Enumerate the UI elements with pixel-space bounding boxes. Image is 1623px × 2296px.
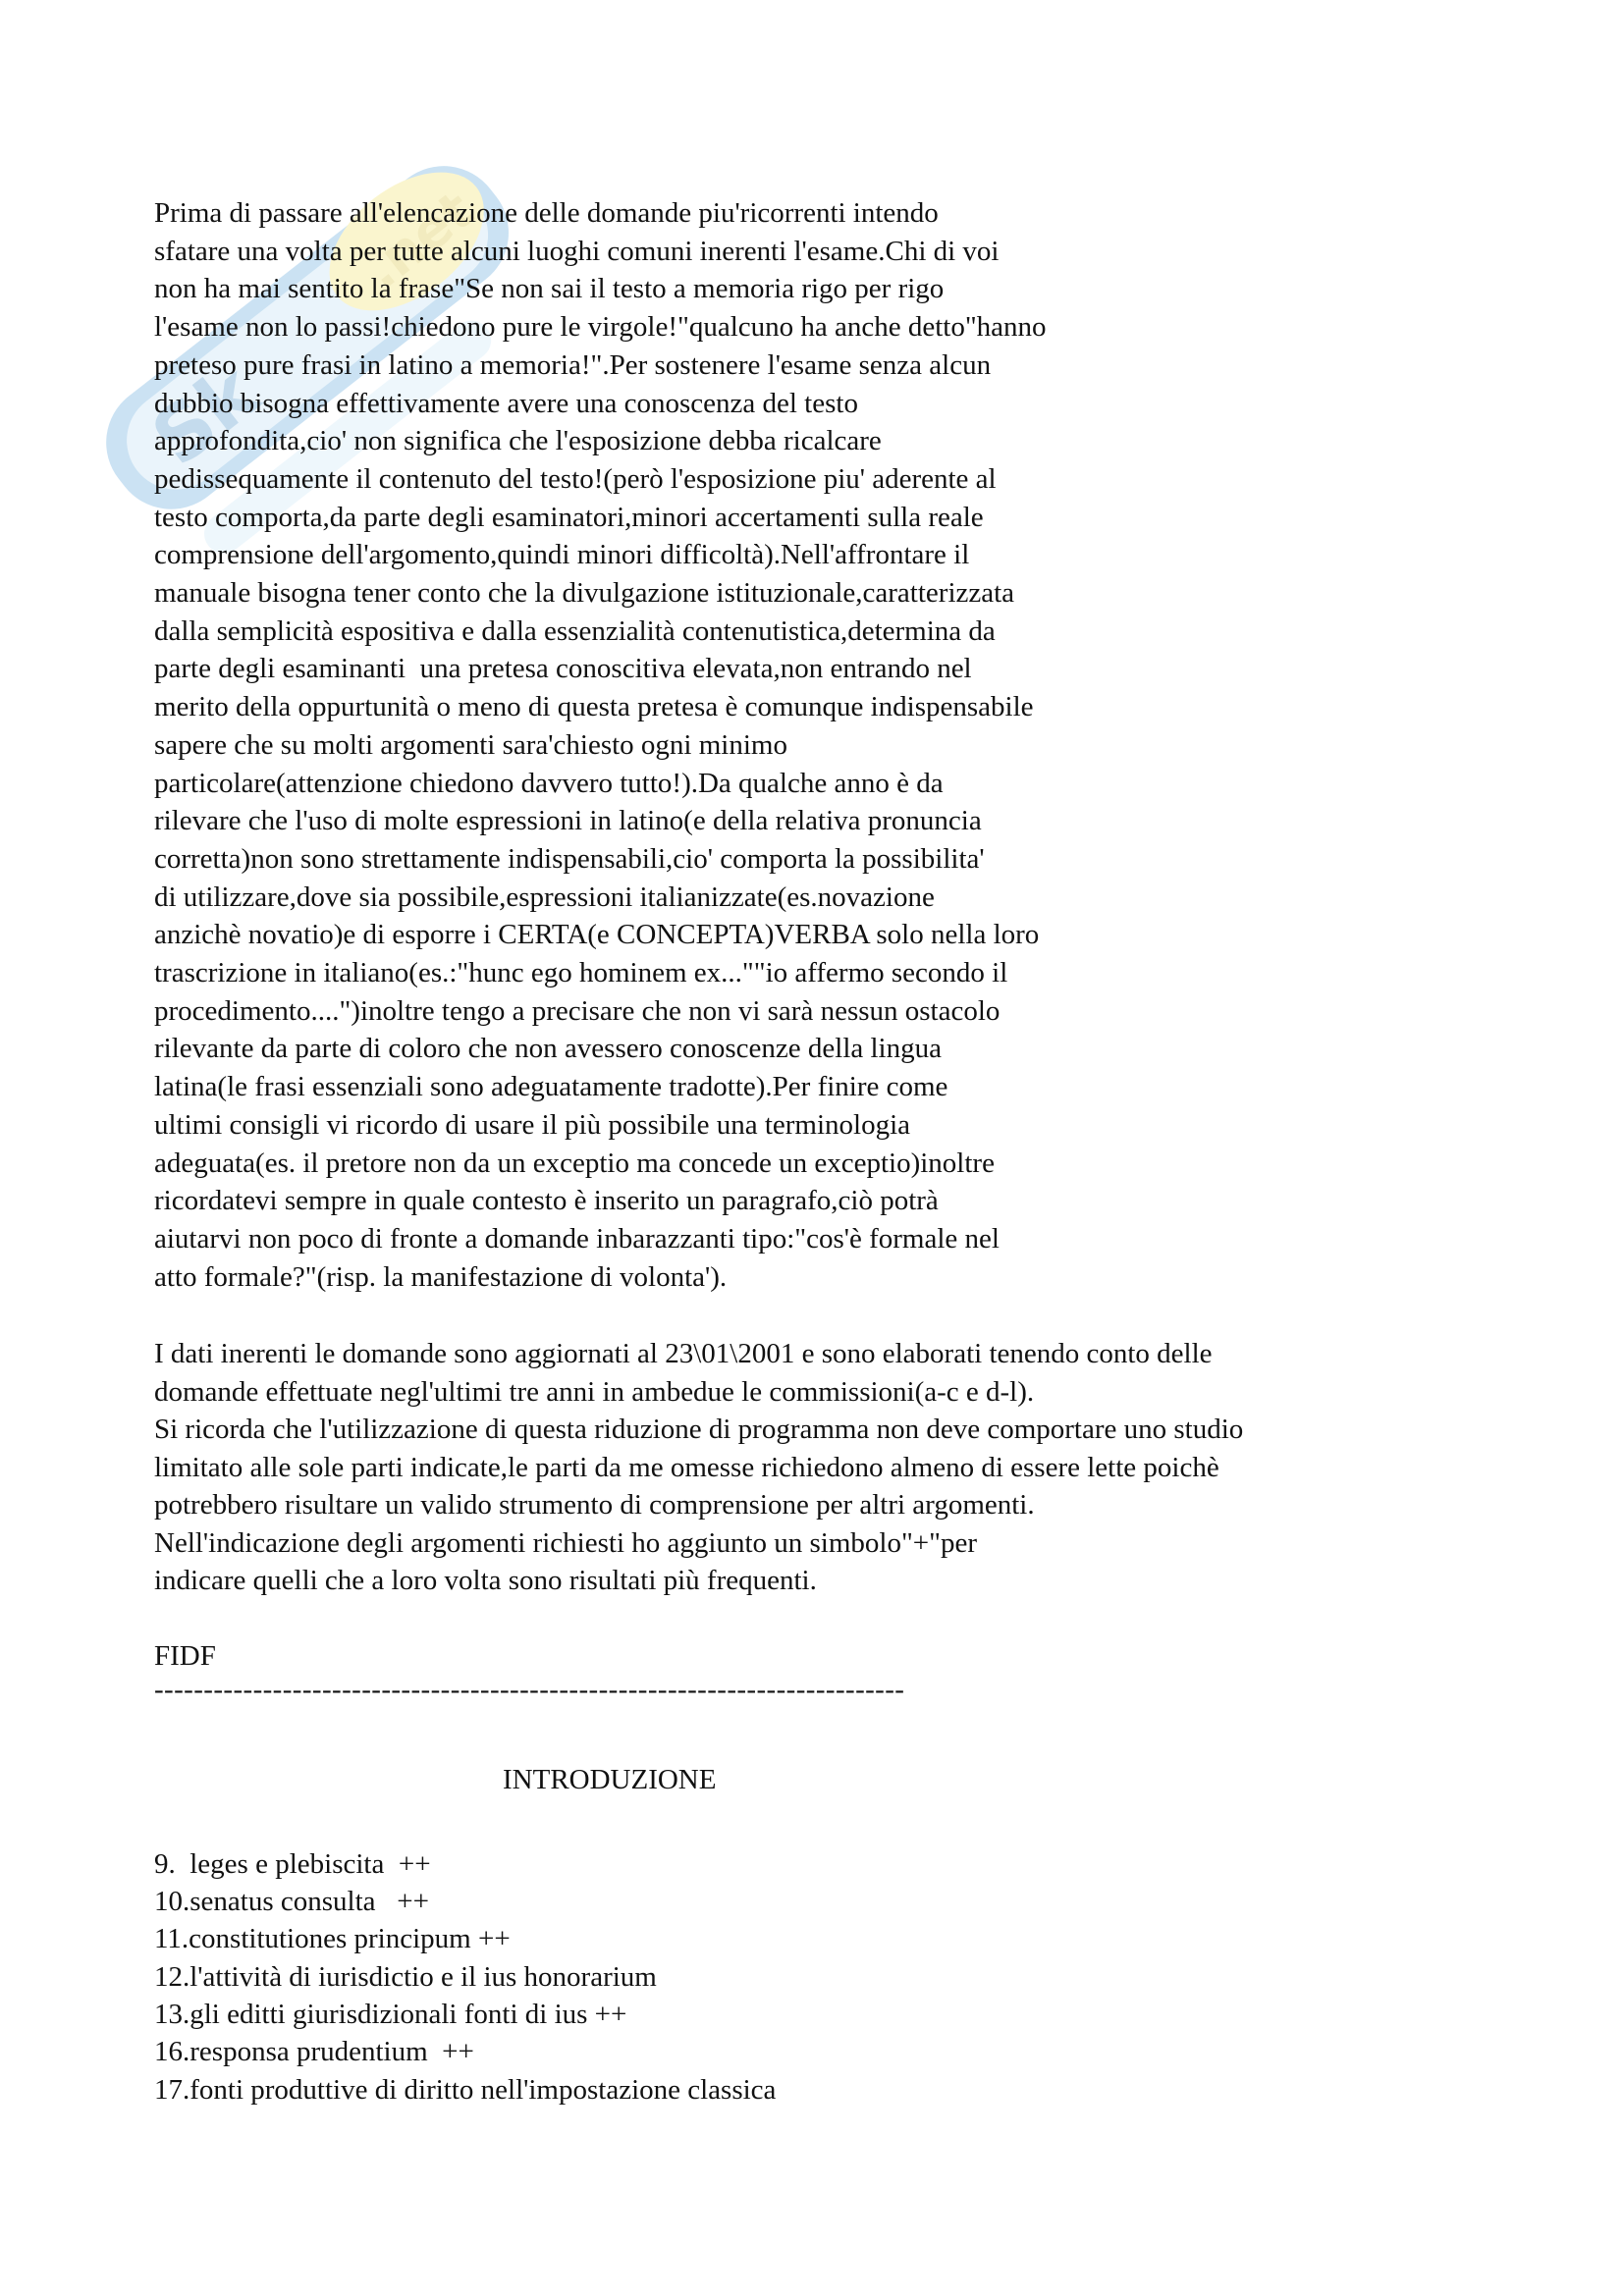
text-line: Prima di passare all'elencazione delle domande piu'ricorrenti intendo — [154, 197, 939, 229]
separator-line: ---------------------------------------------------------------------------- — [154, 1673, 905, 1705]
document-page — [154, 194, 1529, 2109]
topic-list — [154, 1845, 1529, 2109]
list-item: 12.l'attività di iurisdictio e il ius honorarium — [154, 1960, 657, 1993]
text-line: ricordatevi sempre in quale contesto è inserito un paragrafo,ciò potrà — [154, 1185, 939, 1217]
text-line: pedissequamente il contenuto del testo!(però l'esposizione piu' aderente al — [154, 462, 997, 495]
text-line: non ha mai sentito la frase"Se non sai il testo a memoria rigo per rigo — [154, 273, 945, 305]
list-item: 17.fonti produttive di diritto nell'impostazione classica — [154, 2073, 777, 2106]
text-line: Nell'indicazione degli argomenti richiesti ho aggiunto un simbolo"+"per — [154, 1526, 978, 1559]
text-line: limitato alle sole parti indicate,le parti da me omesse richiedono almeno di essere lette poichè — [154, 1451, 1219, 1483]
section-heading: INTRODUZIONE — [503, 1763, 717, 1795]
text-line: rilevare che l'uso di molte espressioni in latino(e della relativa pronuncia — [154, 805, 982, 837]
list-item: 10.senatus consulta ++ — [154, 1886, 429, 1918]
text-line: potrebbero risultare un valido strumento di comprensione per altri argomenti. — [154, 1489, 1035, 1522]
text-line: merito della oppurtunità o meno di questa pretesa è comunque indispensabile — [154, 691, 1034, 723]
text-line: aiutarvi non poco di fronte a domande inbarazzanti tipo:"cos'è formale nel — [154, 1222, 1000, 1255]
list-item: 16.responsa prudentium ++ — [154, 2036, 474, 2068]
data-info-paragraph — [154, 1335, 1529, 1600]
text-line: testo comporta,da parte degli esaminatori,minori accertamenti sulla reale — [154, 501, 984, 533]
text-line: anzichè novatio)e di esporre i CERTA(e CONCEPTA)VERBA solo nella loro — [154, 919, 1040, 951]
text-line: particolare(attenzione chiedono davvero tutto!).Da qualche anno è da — [154, 767, 944, 799]
list-item: 13.gli editti giurisdizionali fonti di ius ++ — [154, 1999, 627, 2031]
text-line: corretta)non sono strettamente indispensabili,cio' comporta la possibilita' — [154, 842, 985, 875]
text-line: dubbio bisogna effettivamente avere una conoscenza del testo — [154, 387, 858, 419]
text-line: l'esame non lo passi!chiedono pure le virgole!"qualcuno ha anche detto"hanno — [154, 311, 1047, 344]
text-line: Si ricorda che l'utilizzazione di questa riduzione di programma non deve comportare uno studio — [154, 1414, 1244, 1446]
svg-text:Sk: Sk — [135, 348, 275, 484]
intro-paragraph — [154, 194, 1529, 1296]
text-line: indicare quelli che a loro volta sono risultati più frequenti. — [154, 1565, 817, 1597]
text-line: atto formale?"(risp. la manifestazione di volonta'). — [154, 1260, 728, 1293]
text-line: ultimi consigli vi ricordo di usare il più possibile una terminologia — [154, 1108, 911, 1141]
list-item: 9. leges e plebiscita ++ — [154, 1847, 431, 1880]
text-line: domande effettuate negl'ultimi tre anni in ambedue le commissioni(a-c e d-l). — [154, 1375, 1035, 1408]
text-line: di utilizzare,dove sia possibile,espressioni italianizzate(es.novazione — [154, 881, 935, 913]
list-item: 11.constitutiones principum ++ — [154, 1923, 511, 1955]
text-line: rilevante da parte di coloro che non avessero conoscenze della lingua — [154, 1033, 942, 1065]
text-line: latina(le frasi essenziali sono adeguatamente tradotte).Per finire come — [154, 1071, 948, 1103]
signature: FIDF — [154, 1639, 216, 1672]
text-line: parte degli esaminanti una pretesa conoscitiva elevata,non entrando nel — [154, 653, 972, 685]
text-line: adeguata(es. il pretore non da un exceptio ma concede un exceptio)inoltre — [154, 1147, 995, 1179]
text-line: sfatare una volta per tutte alcuni luoghi comuni inerenti l'esame.Chi di voi — [154, 235, 1000, 267]
text-line: preteso pure frasi in latino a memoria!".Per sostenere l'esame senza alcun — [154, 348, 992, 381]
text-line: trascrizione in italiano(es.:"hunc ego hominem ex...""io affermo secondo il — [154, 957, 1008, 989]
text-line: procedimento....")inoltre tengo a precisare che non vi sarà nessun ostacolo — [154, 994, 1001, 1027]
text-line: dalla semplicità espositiva e dalla essenzialità contenutistica,determina da — [154, 614, 996, 647]
text-line: I dati inerenti le domande sono aggiornati al 23\01\2001 e sono elaborati tenendo conto delle — [154, 1338, 1213, 1370]
text-line: manuale bisogna tener conto che la divulgazione istituzionale,caratterizzata — [154, 577, 1015, 610]
text-line: sapere che su molti argomenti sara'chiesto ogni minimo — [154, 728, 787, 761]
svg-text:.net: .net — [352, 179, 485, 301]
text-line: approfondita,cio' non significa che l'esposizione debba ricalcare — [154, 425, 882, 457]
text-line: comprensione dell'argomento,quindi minori difficoltà).Nell'affrontare il — [154, 539, 970, 571]
